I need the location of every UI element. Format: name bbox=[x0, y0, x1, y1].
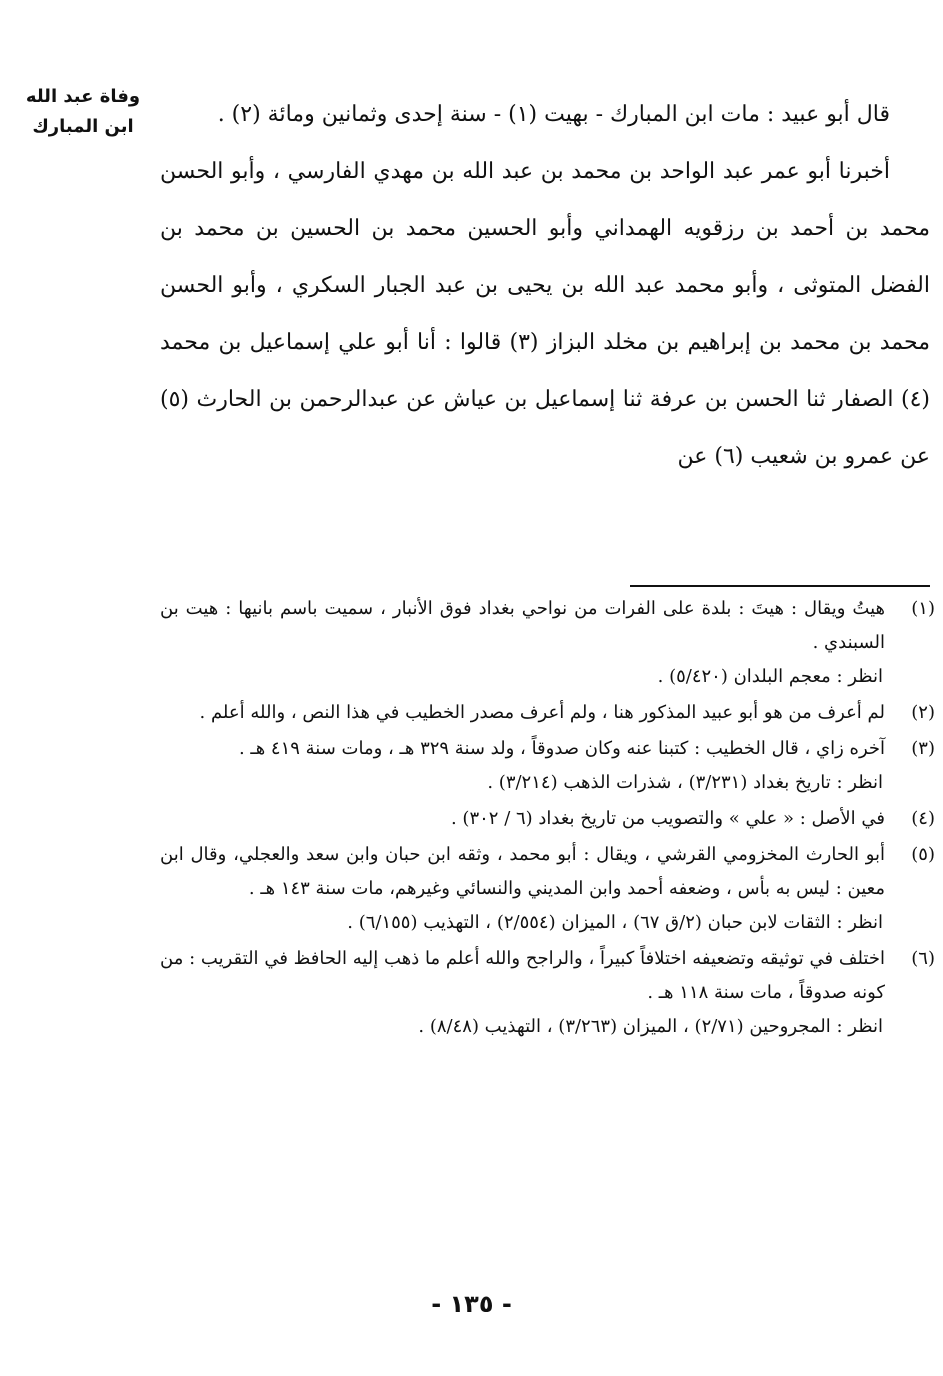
footnote-text: لم أعرف من هو أبو عبيد المذكور هنا ، ولم أعرف مصدر الخطيب في هذا النص ، والله أعلم . bbox=[199, 702, 885, 723]
footnote-text: اختلف في توثيقه وتضعيفه اختلافاً كبيراً ، والراجح والله أعلم ما ذهب إليه الحافظ في التقريب : من كونه صدوقاً ، مات سنة ١١٨ هـ . bbox=[160, 948, 885, 1003]
margin-heading-line-2: ابن المبارك bbox=[32, 116, 134, 137]
footnote-reference: انظر : المجروحين (٢/٧١) ، الميزان (٣/٢٦٣) ، التهذيب (٨/٤٨) . bbox=[418, 1016, 883, 1037]
footnote-number: (١) bbox=[911, 598, 935, 619]
footnote-5 bbox=[160, 838, 935, 940]
footnote-reference: انظر : الثقات لابن حبان (٢/ق ٦٧) ، الميزان (٢/٥٥٤) ، التهذيب (٦/١٥٥) . bbox=[347, 912, 883, 933]
footnote-reference: انظر : معجم البلدان (٥/٤٢٠) . bbox=[657, 666, 883, 687]
footnote-text: أبو الحارث المخزومي القرشي ، ويقال : أبو محمد ، وثقه ابن حبان وابن سعد والعجلي، وقال ابن معين : ليس به بأس ، وضعفه أحمد وابن المديني والنسائي وغيرهم، مات سنة ١٤٣ هـ . bbox=[160, 844, 885, 899]
footnote-number: (٦) bbox=[911, 948, 935, 969]
page-number: - ١٣٥ - bbox=[431, 1290, 512, 1318]
footnote-3 bbox=[160, 732, 935, 800]
footnote-separator bbox=[630, 585, 930, 587]
footnote-6 bbox=[160, 942, 935, 1044]
footnote-number: (٢) bbox=[911, 702, 935, 723]
footnote-4 bbox=[160, 802, 935, 836]
footnote-reference: انظر : تاريخ بغداد (٣/٢٣١) ، شذرات الذهب (٣/٢١٤) . bbox=[487, 772, 883, 793]
paragraph-2: أخبرنا أبو عمر عبد الواحد بن محمد بن عبد الله بن مهدي الفارسي ، وأبو الحسن محمد بن أحمد بن رزقويه الهمداني وأبو الحسين محمد بن الحسين بن محمد بن الفضل المتوثى ، وأبو محمد عبد الله بن يحيى بن عبد الجبار السكري ، وأبو الحسن محمد بن محمد بن إبراهيم بن مخلد البزاز (٣) قالوا : أنا أبو علي إسماعيل بن محمد (٤) الصفار ثنا الحسن بن عرفة ثنا إسماعيل بن عياش عن عبدالرحمن بن الحارث (٥) عن عمرو بن شعيب (٦) عن bbox=[160, 159, 930, 469]
margin-heading-line-1: وفاة عبد الله bbox=[25, 86, 141, 107]
footnotes bbox=[160, 592, 935, 1046]
main-text bbox=[160, 86, 930, 485]
footnote-number: (٥) bbox=[911, 844, 935, 865]
footnote-text: آخره زاي ، قال الخطيب : كتبنا عنه وكان صدوقاً ، ولد سنة ٣٢٩ هـ ، ومات سنة ٤١٩ هـ . bbox=[238, 738, 885, 759]
footnote-text: هيتُ ويقال : هيتَ : بلدة على الفرات من نواحي بغداد فوق الأنبار ، سميت باسم بانيها : هيت بن السبندي . bbox=[160, 598, 885, 653]
footnote-text: في الأصل : « علي » والتصويب من تاريخ بغداد (٦ / ٣٠٢) . bbox=[450, 808, 885, 829]
footnote-1 bbox=[160, 592, 935, 694]
footnote-number: (٤) bbox=[911, 808, 935, 829]
margin-heading bbox=[18, 82, 148, 142]
footnote-2 bbox=[160, 696, 935, 730]
footnote-number: (٣) bbox=[911, 738, 935, 759]
paragraph-1: قال أبو عبيد : مات ابن المبارك - بهيت (١) - سنة إحدى وثمانين ومائة (٢) . bbox=[217, 102, 890, 127]
